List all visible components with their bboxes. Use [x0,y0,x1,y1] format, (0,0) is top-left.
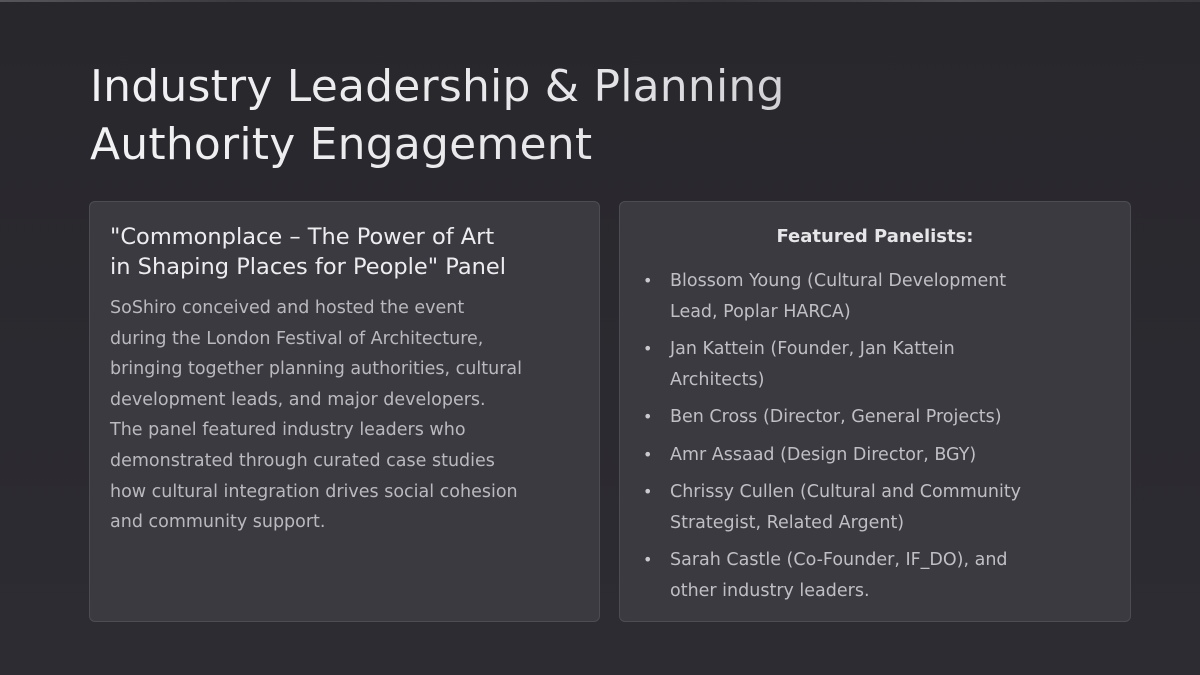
bullet-icon: • [643,444,653,464]
event-description-line: and community support. [110,512,326,533]
panelist-text: Jan Kattein (Founder, Jan Kattein [670,339,955,359]
event-description-line: demonstrated through curated case studies [110,450,495,471]
event-description-line: The panel featured industry leaders who [110,420,466,441]
panelist-text: Architects) [670,369,765,390]
panelist-text: Lead, Poplar HARCA) [670,301,851,322]
panelist-item [640,440,1110,471]
event-description [110,293,590,538]
panelist-item [640,402,1110,433]
panelist-text: Blossom Young (Cultural Development [670,271,1007,291]
panelist-text: Strategist, Related Argent) [670,512,905,533]
panelist-item [640,266,1110,327]
event-description-line: bringing together planning authorities, cultural [110,359,522,380]
panelist-text: Chrissy Cullen (Cultural and Community [670,482,1022,502]
panelist-list [640,266,1110,613]
panelist-item [640,477,1110,538]
panelist-text: Sarah Castle (Co-Founder, IF_DO), and [670,550,1008,570]
event-description-line: during the London Festival of Architecture, [110,328,484,349]
event-heading [110,222,590,282]
event-description-line: how cultural integration drives social cohesion [110,481,518,502]
bullet-icon: • [643,407,653,426]
panelist-text: Ben Cross (Director, General Projects) [670,407,1002,427]
panelists-title: Featured Panelists: [776,226,974,247]
top-image-strip [0,0,1200,2]
panelist-item [640,334,1110,395]
panelists-card [619,201,1131,622]
event-heading-line-1: "Commonplace – The Power of Art [110,224,495,250]
panelist-text: Amr Assaad (Design Director, BGY) [670,444,977,465]
slide-title-line-1: Industry Leadership & Planning [90,61,785,112]
bullet-icon: • [643,482,653,501]
panelist-text: other industry leaders. [670,580,870,601]
event-description-line: development leads, and major developers. [110,389,486,410]
slide-title-line-2: Authority Engagement [90,119,593,170]
slide-title [90,58,990,174]
panelist-item [640,545,1110,606]
event-description-line: SoShiro conceived and hosted the event [110,298,465,318]
bullet-icon: • [643,339,653,358]
bullet-icon: • [643,271,653,290]
event-card [89,201,600,622]
bullet-icon: • [643,550,653,569]
event-heading-line-2: in Shaping Places for People" Panel [110,254,506,280]
